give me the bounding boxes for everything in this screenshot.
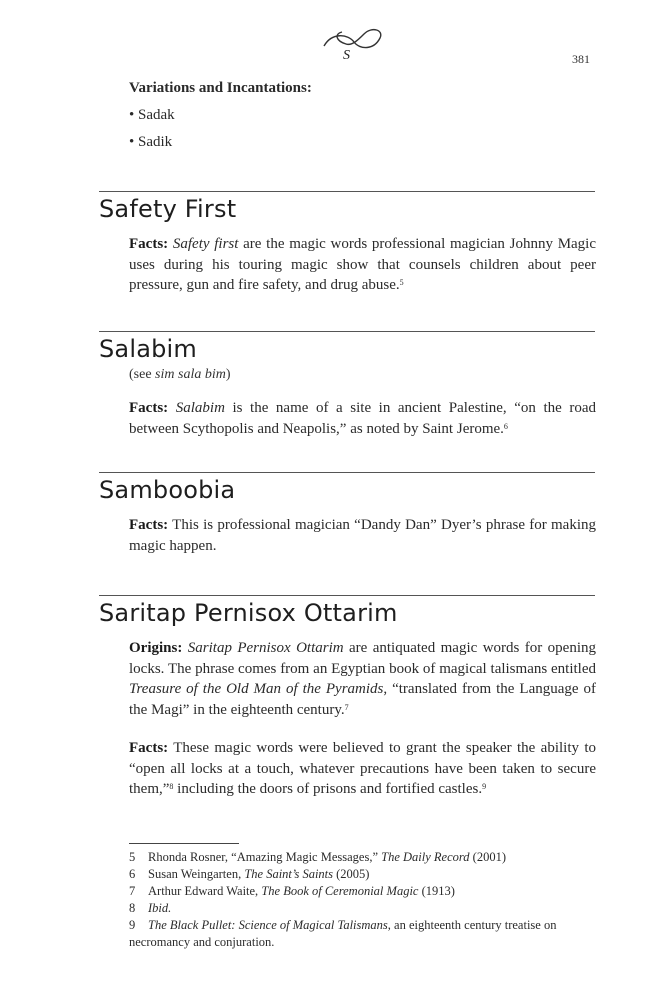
entry-heading: Samboobia — [99, 476, 236, 504]
footnote: 9 The Black Pullet: Science of Magical Talismans, an eighteenth century treatise on necromancy and conjuration. — [129, 918, 557, 949]
section-divider — [99, 331, 595, 332]
entry-facts: Facts: This is professional magician “Dandy Dan” Dyer’s phrase for making magic happen. — [129, 517, 596, 554]
variations-title: Variations and Incantations: — [129, 80, 312, 96]
footnote: 7 Arthur Edward Waite, The Book of Ceremonial Magic (1913) — [129, 884, 455, 898]
section-divider — [99, 191, 595, 192]
section-divider — [99, 472, 595, 473]
variation-item: • Sadak — [129, 107, 175, 123]
page-number: 381 — [572, 52, 590, 66]
footnote: 8 Ibid. — [129, 901, 172, 915]
decorative-s-ornament-icon — [318, 24, 388, 64]
entry-heading: Salabim — [99, 335, 197, 363]
footnote: 5 Rhonda Rosner, “Amazing Magic Messages,” The Daily Record (2001) — [129, 850, 506, 864]
entry-heading: Safety First — [99, 195, 237, 223]
entry-facts: Facts: These magic words were believed to grant the speaker the ability to “open all locks at a touch, whatever precautions have been taken to secure them,”$^8$ including the doors of prisons and fortified castles.$^9$ — [129, 740, 596, 797]
entry-heading: Saritap Pernisox Ottarim — [99, 599, 398, 627]
footnote-divider — [129, 843, 239, 844]
ornament-letter: S — [343, 48, 350, 63]
footnote: 6 Susan Weingarten, The Saint’s Saints (2005) — [129, 867, 370, 881]
section-divider — [99, 595, 595, 596]
entry-facts: Facts: Safety first are the magic words professional magician Johnny Magic uses during his touring magic show that counsels children about peer pressure, gun and fire safety, and drug abuse.$^5$ — [129, 236, 597, 293]
entry-facts: Facts: Salabim is the name of a site in ancient Palestine, “on the road between Scythopolis and Neapolis,” as noted by Saint Jerome.$^6$ — [129, 400, 597, 437]
entry-origins: Origins: Saritap Pernisox Ottarim are antiquated magic words for opening locks. The phrase comes from an Egyptian book of magical talismans entitled Treasure of the Old Man of the Pyramids, “translated from the Language of the Magi” in the eighteenth century.$^7$ — [129, 640, 597, 718]
variation-item: • Sadik — [129, 134, 173, 150]
cross-reference: (see sim sala bim) — [129, 367, 231, 382]
